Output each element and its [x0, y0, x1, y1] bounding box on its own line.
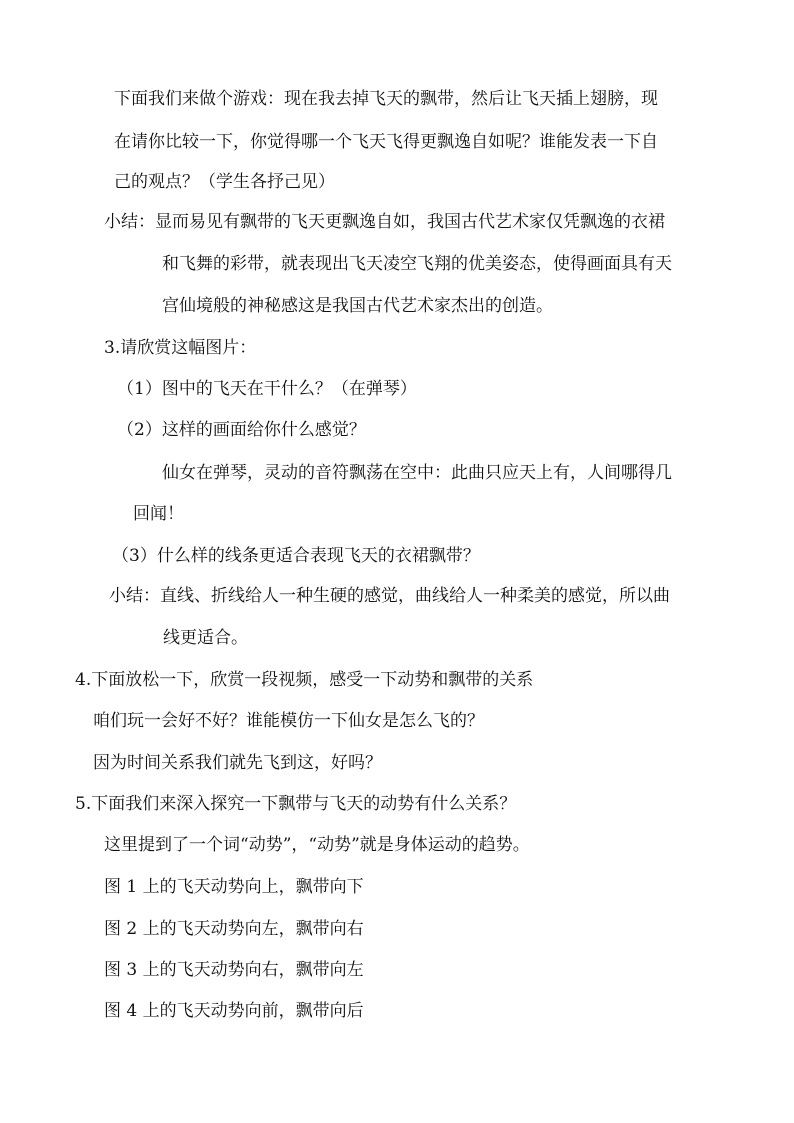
text-line: 因为时间关系我们就先飞到这，好吗？	[93, 753, 382, 773]
section-heading: 3.请欣赏这幅图片：	[104, 338, 257, 358]
section-heading: 5.下面我们来深入探究一下飘带与飞天的动势有什么关系？	[75, 794, 517, 814]
section-heading: 4.下面放松一下，欣赏一段视频，感受一下动势和飘带的关系	[75, 670, 534, 690]
text-line: 图 3 上的飞天动势向右，飘带向左	[104, 960, 364, 980]
text-line: 己的观点？（学生各抒己见）	[114, 172, 335, 192]
question-line: （2）这样的画面给你什么感觉？	[117, 420, 366, 440]
text-line: 图 4 上的飞天动势向前，飘带向后	[104, 1001, 364, 1021]
question-line: （1）图中的飞天在干什么？（在弹琴）	[117, 379, 417, 399]
text-line: 宫仙境般的神秘感这是我国古代艺术家杰出的创造。	[162, 296, 553, 316]
text-line: 图 1 上的飞天动势向上，飘带向下	[104, 877, 364, 897]
text-line: 咱们玩一会好不好？谁能模仿一下仙女是怎么飞的？	[93, 711, 484, 731]
text-line: 图 2 上的飞天动势向左，飘带向右	[104, 919, 364, 939]
summary-line: 小结：显而易见有飘带的飞天更飘逸自如，我国古代艺术家仅凭飘逸的衣裙	[104, 212, 665, 232]
text-line: 和飞舞的彩带，就表现出飞天凌空飞翔的优美姿态，使得画面具有天	[162, 254, 672, 274]
text-line: 回闻！	[133, 504, 184, 524]
text-line: 仙女在弹琴，灵动的音符飘荡在空中：此曲只应天上有，人间哪得几	[162, 463, 672, 483]
text-line: 下面我们来做个游戏：现在我去掉飞天的飘带，然后让飞天插上翅膀，现	[114, 89, 658, 109]
summary-line: 小结：直线、折线给人一种生硬的感觉，曲线给人一种柔美的感觉，所以曲	[109, 586, 670, 606]
text-line: 这里提到了一个词“动势”，“动势”就是身体运动的趋势。	[104, 835, 530, 855]
question-line: （3）什么样的线条更适合表现飞天的衣裙飘带？	[112, 546, 480, 566]
text-line: 线更适合。	[163, 628, 248, 648]
text-line: 在请你比较一下，你觉得哪一个飞天飞得更飘逸自如呢？谁能发表一下自	[114, 132, 658, 152]
